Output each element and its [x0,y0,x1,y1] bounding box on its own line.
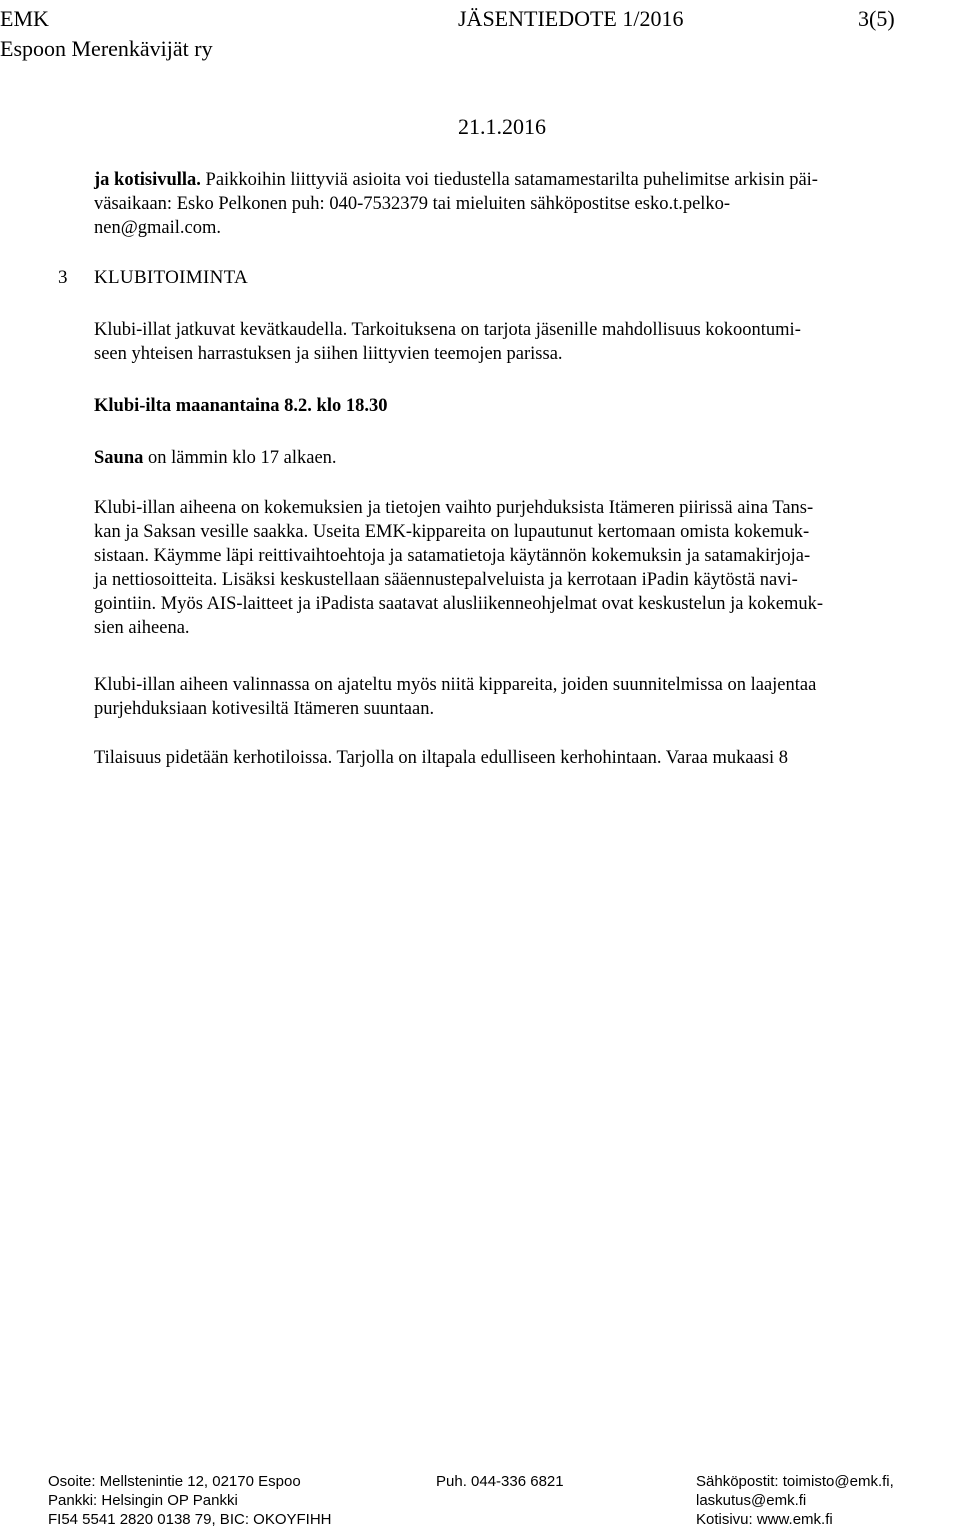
footer-website: Kotisivu: www.emk.fi [696,1511,833,1528]
paragraph-line: Klubi-illan aiheena on kokemuksien ja tietojen vaihto purjehduksista Itämeren piirissä aina Tans- [94,498,814,518]
footer-phone: Puh. 044-336 6821 [436,1473,564,1490]
paragraph-line: Tilaisuus pidetään kerhotiloissa. Tarjolla on iltapala edulliseen kerhohintaan. Varaa mukaasi 8 [94,748,789,768]
footer-iban: FI54 5541 2820 0138 79, BIC: OKOYFIHH [48,1511,332,1528]
paragraph-line: Klubi-illan aiheen valinnassa on ajateltu myös niitä kippareita, joiden suunnitelmissa on laajentaa [94,675,817,695]
paragraph-topics [94,496,823,640]
footer-contact-block [696,1472,894,1529]
bulletin-date: 21.1.2016 [458,114,546,139]
intro-line-2: väsaikaan: Esko Pelkonen puh: 040-7532379 tai mieluiten sähköpostitse esko.t.pelko- [94,194,731,214]
footer-bank: Pankki: Helsingin OP Pankki [48,1492,238,1509]
section-title: KLUBITOIMINTA [94,267,249,288]
footer-email: Sähköpostit: toimisto@emk.fi, [696,1473,894,1490]
paragraph-line: kan ja Saksan vesille saakka. Useita EMK-kippareita on lupautunut kertomaan omista kokemuk- [94,522,810,542]
event-text: Klubi-ilta maanantaina 8.2. klo 18.30 [94,396,388,416]
paragraph-line: Klubi-illat jatkuvat kevätkaudella. Tarkoituksena on tarjota jäsenille mahdollisuus kokoontumi- [94,320,801,340]
event-line [94,394,387,418]
intro-bold: ja kotisivulla. [94,170,201,190]
intro-paragraph [94,168,818,240]
paragraph-line: sien aiheena. [94,618,190,638]
footer-address-block [48,1472,332,1529]
sauna-text: on lämmin klo 17 alkaen. [143,448,337,468]
section-number: 3 [58,267,68,288]
bulletin-title: JÄSENTIEDOTE 1/2016 [458,6,684,31]
paragraph-venue [94,746,788,770]
org-full-name: Espoon Merenkävijät ry [0,36,213,61]
intro-line-3: nen@gmail.com. [94,218,221,238]
paragraph-club-nights [94,318,801,366]
paragraph-line: gointiin. Myös AIS-laitteet ja iPadista saatavat alusliikenneohjelmat ovat keskustelun ja kokemuk- [94,594,824,614]
page-number: 3(5) [858,6,895,31]
paragraph-line: sistaan. Käymme läpi reittivaihtoehtoja ja satamatietoja käytännön kokemuksin ja satamakirjoja- [94,546,811,566]
org-name: EMK [0,6,49,31]
intro-line-1 [94,168,818,192]
footer-phone-block [436,1472,564,1491]
paragraph-line: seen yhteisen harrastuksen ja siihen liittyvien teemojen parissa. [94,344,563,364]
footer-address: Osoite: Mellstenintie 12, 02170 Espoo [48,1473,301,1490]
paragraph-topic-choice [94,673,816,721]
sauna-line [94,446,337,470]
sauna-bold: Sauna [94,448,144,468]
intro-line-1-rest: Paikkoihin liittyviä asioita voi tiedustella satamamestarilta puhelimitse arkisin päi- [200,170,818,190]
paragraph-line: ja nettiosoitteita. Lisäksi keskustellaan sääennustepalveluista ja kerrotaan iPadin käytöstä navi- [94,570,798,590]
footer-email-2: laskutus@emk.fi [696,1492,807,1509]
paragraph-line: purjehduksiaan kotivesiltä Itämeren suuntaan. [94,699,435,719]
